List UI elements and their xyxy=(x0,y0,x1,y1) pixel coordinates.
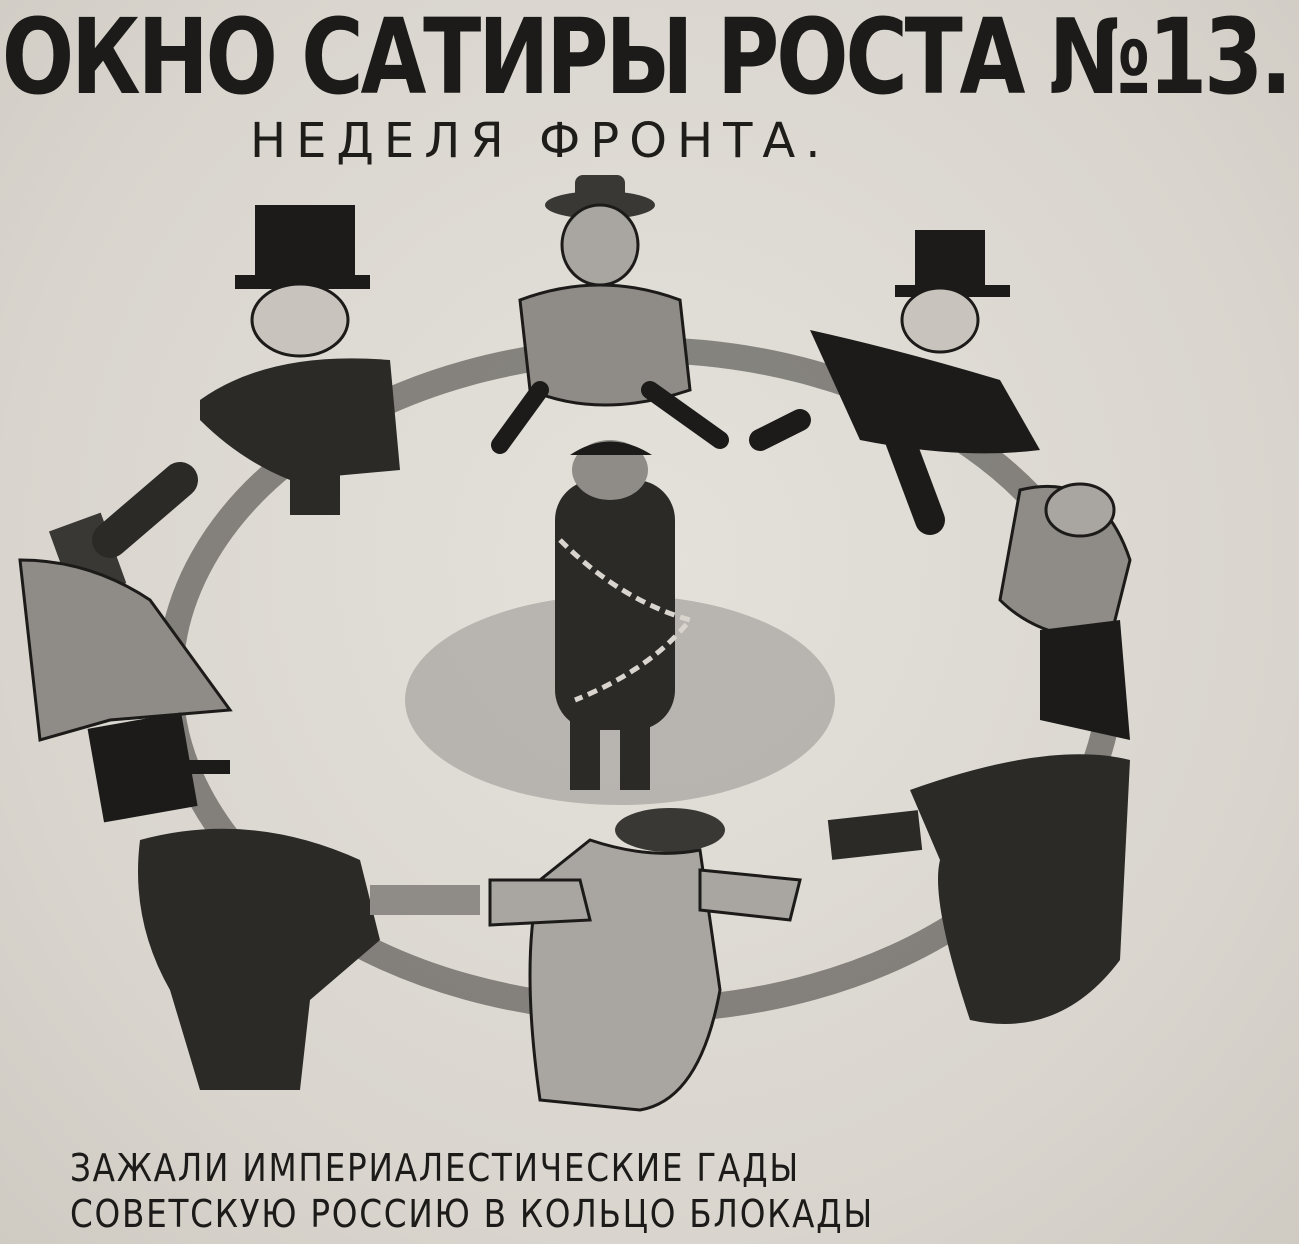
figure-bottom-middle xyxy=(490,808,800,1110)
poster-title: ОКНО САТИРЫ РОСТА №13. xyxy=(1,0,1290,118)
figure-right xyxy=(1000,484,1130,640)
illustration-circle-of-figures xyxy=(0,160,1299,1120)
poster-caption xyxy=(70,1145,874,1237)
caption-line-2: СОВЕТСКУЮ РОССИЮ В КОЛЬЦО БЛОКАДЫ xyxy=(70,1192,874,1236)
figure-top-left xyxy=(200,205,400,515)
caption-line-1: ЗАЖАЛИ ИМПЕРИАЛЕСТИЧЕСКИЕ ГАДЫ xyxy=(70,1146,800,1190)
figure-top-middle xyxy=(500,175,720,445)
figure-bottom-left xyxy=(88,712,480,1090)
poster-subtitle: НЕДЕЛЯ ФРОНТА. xyxy=(250,113,831,169)
figure-left xyxy=(20,480,230,740)
